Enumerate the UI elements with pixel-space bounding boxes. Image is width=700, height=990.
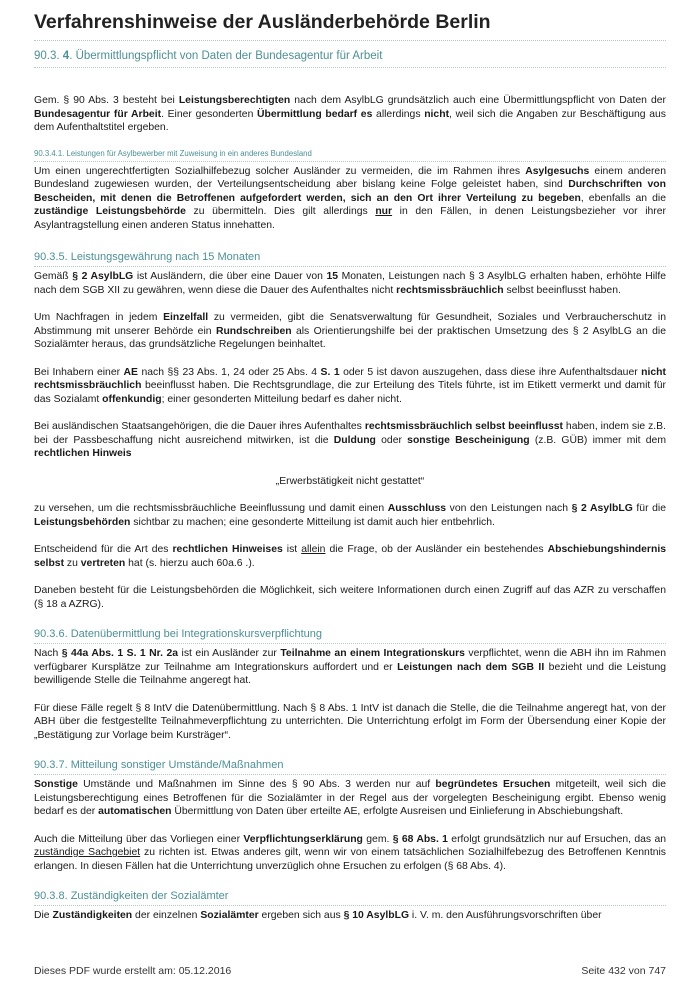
footer-page-number: Seite 432 von 747: [581, 965, 666, 977]
text: Gem. § 90 Abs. 3 besteht bei: [34, 95, 179, 106]
paragraph-9036-1: [34, 647, 666, 688]
text-underline: zuständige Sachgebiet: [34, 847, 141, 858]
text-bold: Leistungsbehörden: [34, 516, 131, 528]
quote-hint: „Erwerbstätigkeit nicht gestattet“: [275, 475, 425, 487]
text: oder 5 ist davon auszugehen, dass diese ihre Aufenthaltsdauer: [339, 366, 642, 378]
paragraph-intro: [34, 94, 666, 135]
footer-created-date: Dieses PDF wurde erstellt am: 05.12.2016: [34, 965, 232, 977]
text-bold: rechtlichen Hinweises: [172, 544, 283, 555]
text: hat (s. hierzu auch: [125, 557, 217, 569]
text: zu vermeiden, gibt die Senatsverwaltung für Gesundheit, Soziales und Verbraucherschutz in Abstimmung mit unserer Behörde ein: [34, 312, 666, 337]
section-heading-9034: [34, 41, 666, 68]
text: in den Fällen, in denen Leistungsbezieher vor ihrer Asylantragstellung einen anderen Status innehatten.: [34, 206, 666, 231]
text: Nach: [34, 648, 62, 659]
text-bold: § 2 AsylbLG: [571, 503, 633, 514]
text-bold-underline: nur: [375, 206, 393, 217]
text: oder: [375, 434, 408, 446]
text: zu versehen, um die rechtsmissbräuchliche Beeinflussung und damit einen: [34, 503, 388, 514]
text-bold: Sozialämter: [200, 910, 259, 921]
text: ist Ausländern, die über eine Dauer von: [133, 271, 327, 282]
text-bold: rechtsmissbräuchlich selbst beeinflusst: [364, 421, 563, 432]
text: Übermittlung von Daten über erteilte AE, erfolgte Ausreisen und Einlieferung in Abschiebungshaft.: [171, 806, 624, 817]
paragraph-9037-2: [34, 833, 666, 874]
text-bold: vertreten: [80, 557, 126, 569]
text-bold: begründetes Ersuchen: [435, 779, 551, 790]
text: . Einer gesonderten: [161, 108, 258, 120]
text-bold: zuständige Leistungsbehörde: [34, 206, 186, 217]
text: ist ein Ausländer zur: [178, 648, 281, 659]
text: nach §§ 23 Abs. 1, 24 oder 25 Abs. 4: [137, 366, 321, 378]
text: sichtbar zu machen; eine gesonderte Mitteilung ist damit auch hier entbehrlich.: [130, 516, 495, 528]
text-bold: rechtsmissbräuchlich: [396, 284, 504, 296]
text-bold: § 44a Abs. 1 S. 1 Nr. 2a: [61, 648, 179, 659]
text-bold: Übermittlung bedarf es: [257, 108, 373, 120]
section-heading-90341: 90.3.4.1. Leistungen für Asylbewerber mit Zuweisung in ein anderes Bundesland: [34, 149, 666, 162]
paragraph-9035-1: [34, 270, 666, 297]
text-underline: allein: [301, 544, 326, 555]
document-title: Verfahrenshinweise der Ausländerbehörde Berlin: [34, 10, 666, 41]
paragraph-90341: [34, 165, 666, 233]
text: Bei ausländischen Staatsangehörigen, die die Dauer ihres Aufenthaltes: [34, 421, 365, 432]
text: verpflichtet, wenn die ABH ihn im Rahmen verfügbarer Kursplätze zur Teilnahme am Integrationskurs auffordert und er: [34, 648, 666, 673]
text: Entscheidend für die Art des: [34, 544, 173, 555]
text: Gemäß: [34, 271, 73, 282]
text-bold: Durchschriften von Bescheiden, mit denen die Betroffenen aufgefordert werden, sich an den Ort ihrer Verteilung zu begeben: [34, 179, 667, 204]
text: erfolgt grundsätzlich nur auf Ersuchen, das an: [447, 833, 666, 845]
section-heading-9037: 90.3.7. Mitteilung sonstiger Umstände/Maßnahmen: [34, 758, 666, 775]
section-number-bold: 4: [62, 50, 70, 62]
text-bold: Zuständigkeiten: [52, 910, 133, 921]
text: einem anderen Bundesland zugewiesen wurden, der Verteilungsentscheidung aber bislang keine Folge geleistet haben, sind: [34, 165, 666, 190]
text: zu übermitteln. Dies gilt allerdings: [185, 206, 376, 217]
document-page: [34, 10, 666, 923]
text: ist: [282, 544, 302, 555]
text-bold: § 68 Abs. 1: [392, 833, 448, 845]
text: bezieht und die Leistung bewilligende Stelle die Teilnahme angeregt hat.: [34, 661, 667, 686]
paragraph-9035-6: [34, 543, 666, 570]
text-bold: Leistungen nach dem SGB II: [397, 661, 545, 673]
section-heading-9035: 90.3.5. Leistungsgewährung nach 15 Monaten: [34, 250, 666, 267]
section-heading-9036: 90.3.6. Datenübermittlung bei Integrationskursverpflichtung: [34, 627, 666, 644]
text-bold: Teilnahme an einem Integrationskurs: [280, 648, 465, 659]
text: ergeben sich aus: [258, 910, 344, 921]
text: von den Leistungen nach: [446, 503, 572, 514]
text: als Orientierungshilfe bei der praktischen Umsetzung des § 2 AsylbLG an die Sozialämter heraus, das grundsätzliche Regelungen beinhaltet.: [34, 325, 666, 350]
text-bold: AE: [123, 366, 138, 378]
text-bold: Duldung: [333, 434, 376, 446]
text-bold: Bundesagentur für Arbeit: [34, 108, 162, 120]
text-bold: automatischen: [98, 806, 172, 817]
section-heading-9038: 90.3.8. Zuständigkeiten der Sozialämter: [34, 889, 666, 906]
text-bold: 15: [326, 271, 339, 282]
text: i. V. m. den Ausführungsvorschriften über: [409, 910, 602, 921]
text: für die: [632, 503, 667, 514]
text: haben, indem sie z.B. bei der Passbeschaffung nicht ausreichend mitwirken, ist die: [34, 421, 666, 446]
text: nach dem AsylbLG grundsätzlich auch eine Übermittlungspflicht von Daten der: [290, 95, 666, 106]
paragraph-9036-2: Für diese Fälle regelt § 8 IntV die Datenübermittlung. Nach § 8 Abs. 1 IntV ist danach die Stelle, die die Teilnahme angeregt hat, von der ABH über die festgestellte Teilnahmeverpflichtung zu unterrichten. Die Unterrichtung erfolgt im Form der Übersendung einer Kopie der „Bestätigung zur Vorlage beim Kursträger“.: [34, 702, 666, 741]
text: der einzelnen: [132, 910, 201, 921]
text-bold: sonstige Bescheinigung: [407, 434, 530, 446]
text-bold: Rundschreiben: [215, 325, 292, 337]
text-bold: offenkundig: [102, 393, 162, 405]
text-bold: § 10 AsylbLG: [343, 910, 410, 921]
text: selbst beeinflusst haben.: [503, 284, 621, 296]
text: Umstände und Maßnahmen im Sinne des § 90 Abs. 3 werden nur auf: [77, 779, 436, 790]
text: Auch die Mitteilung über das Vorliegen einer: [34, 833, 244, 845]
text: Bei Inhabern einer: [34, 366, 124, 378]
paragraph-9035-2: [34, 311, 666, 352]
page-footer: [34, 965, 666, 977]
paragraph-9035-5: [34, 502, 666, 529]
text: zu: [64, 557, 81, 569]
text-bold: Leistungsberechtigten: [178, 95, 291, 106]
text-bold: § 2 AsylbLG: [72, 271, 134, 282]
text: mitgeteilt, weil sich die Leistungsberechtigung eines Betroffenen für die Sozialämter in der Regel aus der vorgelegten Bescheinigung ergibt. Ebenso wenig bedarf es der: [34, 779, 666, 817]
text-bold: Verpflichtungserklärung: [243, 833, 363, 845]
text: Die: [34, 910, 53, 921]
text: zu richten ist. Etwas anderes gilt, wenn wir von einem tatsächlichen Sozialhilfebezug des Betroffenen Kenntnis erlangen. In diesen Fällen hat die Unterrichtung unverzüglich ohne Ersuchen zu erfolgen (§ 68 Abs. 4).: [34, 847, 667, 872]
text: .).: [242, 557, 255, 569]
text-bold: Ausschluss: [387, 503, 447, 514]
text-bold: Asylgesuchs: [525, 165, 590, 177]
text: allerdings: [372, 108, 425, 120]
text-bold: S. 1: [320, 366, 340, 378]
paragraph-9035-7: Daneben besteht für die Leistungsbehörden die Möglichkeit, sich weitere Informationen durch einen Zugriff auf das AZR zu verschaffen (§ 18 a AZRG).: [34, 585, 666, 610]
text: (z.B. GÜB) immer mit dem: [529, 434, 666, 446]
text-bold: Sonstige: [34, 779, 78, 790]
text: gem.: [362, 833, 393, 845]
paragraph-9035-3: [34, 366, 666, 407]
paragraph-9038: [34, 909, 666, 923]
section-number-prefix: 90.3.: [34, 50, 63, 62]
text: Monaten, Leistungen nach § 3 AsylbLG erhalten haben, erhöhte Hilfe nach dem SGB XII zu gewähren, wenn diese die Dauer des Aufenthaltes nicht: [34, 271, 667, 296]
text-bold: nicht: [424, 108, 450, 120]
cross-reference-link[interactable]: 60a.6: [216, 557, 243, 569]
text: , weil sich die Angaben zur Beschäftigung aus dem Aufenthaltstitel ergeben.: [34, 108, 667, 133]
paragraph-9037-1: [34, 778, 666, 819]
text: Um einen ungerechtfertigten Sozialhilfebezug solcher Ausländer zu vermeiden, die im Rahmen ihres: [34, 165, 526, 177]
text: die Frage, ob der Ausländer ein bestehendes: [325, 544, 548, 555]
text: ; einer gesonderten Mitteilung bedarf es daher nicht.: [161, 393, 402, 405]
paragraph-9035-4: [34, 420, 666, 461]
text: beeinflusst haben. Die Rechtsgrundlage, die zur Erteilung des Titels führte, ist im Etikett vermerkt und damit für das Sozialamt: [34, 380, 666, 405]
text: , ebenfalls an die: [580, 192, 666, 204]
text-bold: nicht rechtsmissbräuchlich: [34, 366, 666, 391]
section-title: . Übermittlungspflicht von Daten der Bundesagentur für Arbeit: [69, 50, 383, 62]
text-bold: Einzelfall: [163, 312, 209, 323]
text-bold: rechtlichen Hinweis: [34, 448, 132, 459]
text-bold: Abschiebungshindernis selbst: [34, 544, 666, 569]
text: Um Nachfragen in jedem: [34, 312, 164, 323]
